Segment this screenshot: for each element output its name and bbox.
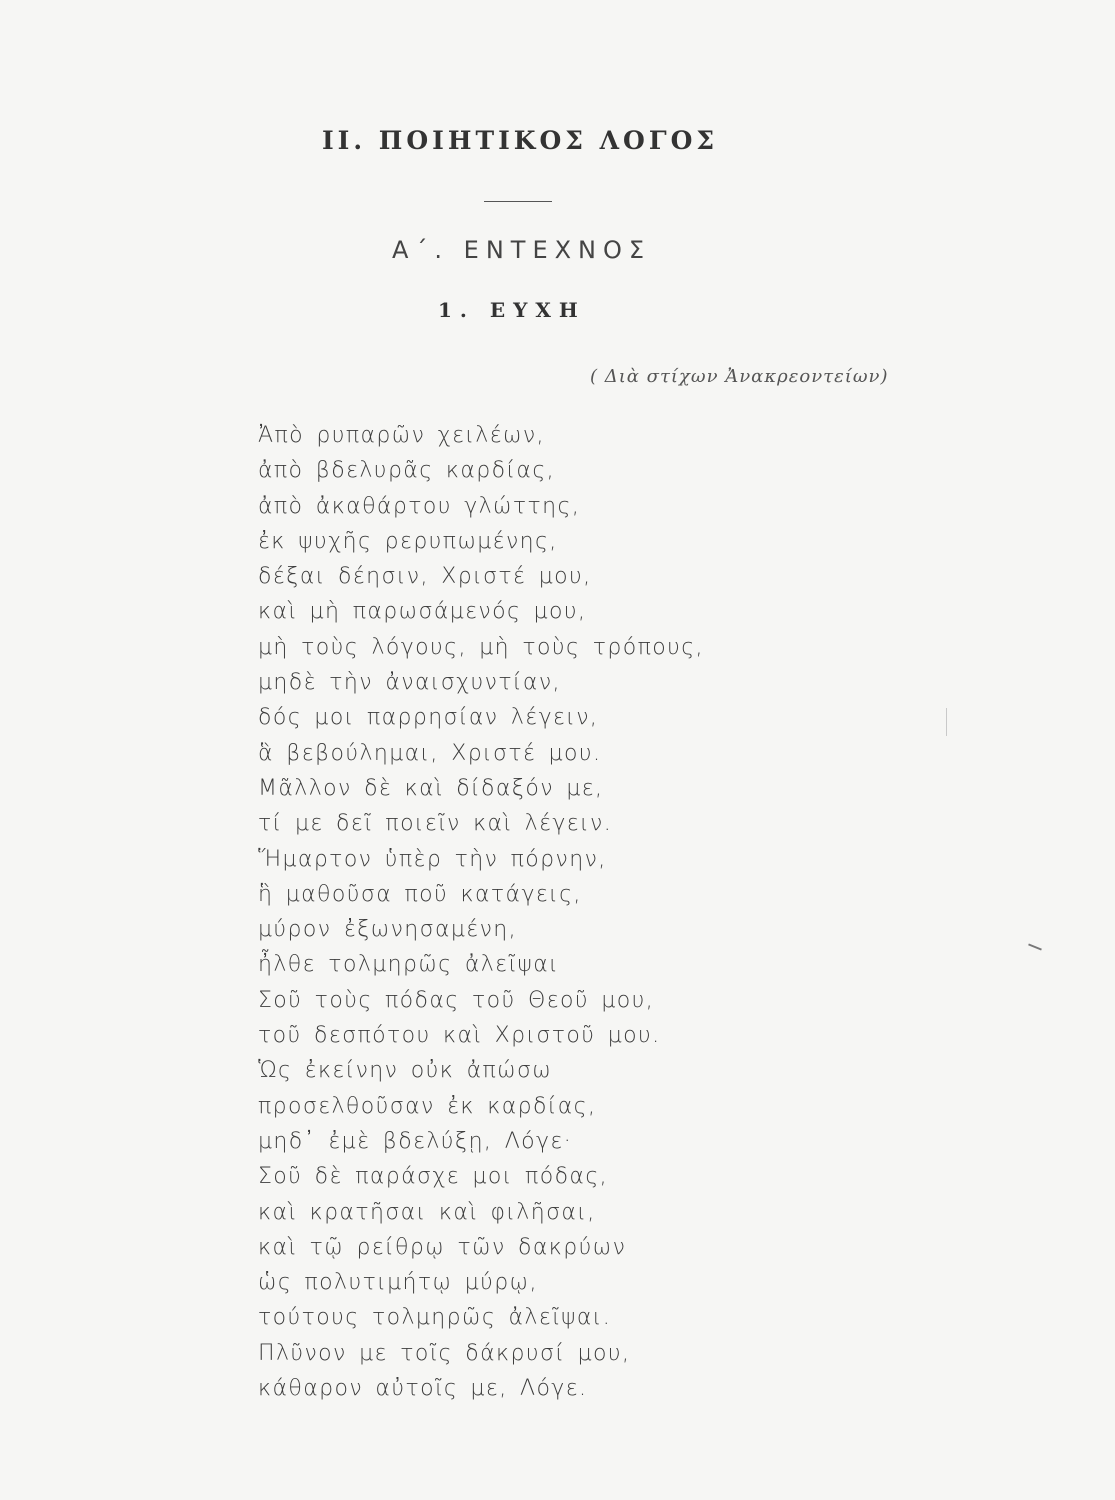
poem-line: προσελθοῦσαν ἐκ καρδίας, (258, 1093, 597, 1119)
poem-line: μηδὲ τὴν ἀναισχυντίαν, (258, 670, 561, 696)
ink-speck (1028, 943, 1042, 950)
poem-line: Ὡς ἐκείνην οὐκ ἀπώσω (258, 1058, 553, 1084)
poem-line: Σοῦ τοὺς πόδας τοῦ Θεοῦ μου, (258, 987, 655, 1013)
poem-line: ἀπὸ βδελυρᾶς καρδίας, (258, 458, 556, 484)
poem-line: κάθαρον αὐτοῖς με, Λόγε. (258, 1376, 588, 1402)
poem-line: ἐκ ψυχῆς ρερυπωμένης, (258, 528, 558, 554)
poem-line: Ἀπὸ ρυπαρῶν χειλέων, (258, 423, 545, 448)
poem-line: Μᾶλλον δὲ καὶ δίδαξόν με, (258, 775, 604, 801)
poem-line: καὶ μὴ παρωσάμενός μου, (258, 599, 587, 625)
poem-line: δέξαι δέησιν, Χριστέ μου, (258, 564, 592, 590)
poem-line: ἣ μαθοῦσα ποῦ κατάγεις, (258, 881, 582, 907)
poem-line: ἃ βεβούλημαι, Χριστέ μου. (258, 740, 602, 766)
poem-line: ὡς πολυτιμήτῳ μύρῳ, (258, 1270, 538, 1296)
meter-note: ( Διὰ στίχων Ἀνακρεοντείων) (590, 366, 889, 387)
poem-line: Ἥμαρτον ὑπὲρ τὴν πόρνην, (258, 846, 607, 872)
poem-line: δός μοι παρρησίαν λέγειν, (258, 705, 599, 731)
poem-line: μηδ᾽ ἐμὲ βδελύξῃ, Λόγε· (258, 1128, 573, 1154)
poem-title: 1. ΕΥΧΗ (438, 298, 586, 322)
poem-line: τούτους τολμηρῶς ἀλεῖψαι. (258, 1305, 612, 1331)
poem-line: τοῦ δεσπότου καὶ Χριστοῦ μου. (258, 1023, 661, 1049)
faint-mark (946, 708, 947, 736)
title-divider (484, 201, 552, 202)
poem-line: Πλῦνον με τοῖς δάκρυσί μου, (258, 1340, 631, 1366)
poem-body (258, 418, 704, 1406)
poem-line: Σοῦ δὲ παράσχε μοι πόδας, (258, 1164, 609, 1190)
part-title: II. ΠΟΙΗΤΙΚΟΣ ΛΟΓΟΣ (321, 126, 719, 155)
poem-line: τί με δεῖ ποιεῖν καὶ λέγειν. (258, 811, 613, 837)
poem-line: μύρον ἐξωνησαμένη, (258, 917, 518, 943)
poem-line: ἀπὸ ἀκαθάρτου γλώττης, (258, 493, 581, 519)
poem-line: μὴ τοὺς λόγους, μὴ τοὺς τρόπους, (258, 634, 704, 660)
poem-line: καὶ κρατῆσαι καὶ φιλῆσαι, (258, 1199, 596, 1225)
poem-line: ἦλθε τολμηρῶς ἀλεῖψαι (258, 952, 560, 978)
section-title: Α΄. ΕΝΤΕΧΝΟΣ (392, 236, 652, 264)
poem-line: καὶ τῷ ρείθρῳ τῶν δακρύων (258, 1234, 627, 1260)
